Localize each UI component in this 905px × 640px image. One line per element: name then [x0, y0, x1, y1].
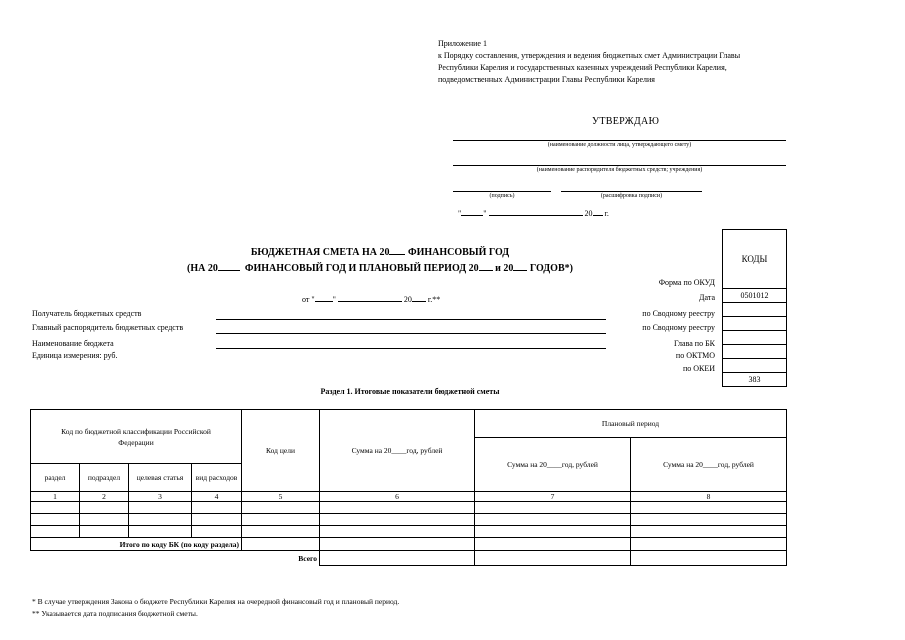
month-blank	[489, 206, 583, 216]
signature-line	[453, 191, 551, 192]
position-line	[453, 140, 786, 141]
col-num-6: 6	[320, 492, 475, 502]
section-title: Раздел 1. Итоговые показатели бюджетной сметы	[320, 387, 500, 396]
registry-code-1	[723, 317, 786, 331]
plan-period-header: Плановый период	[475, 410, 787, 438]
podrazdel-header: подраздел	[80, 464, 129, 492]
vid-header: вид расходов	[192, 464, 242, 492]
okei-label: по ОКЕИ	[682, 364, 715, 373]
codes-box	[722, 229, 787, 387]
sum-plan2-header: Сумма на 20____год, рублей	[631, 438, 787, 492]
total-bk-row	[31, 538, 787, 551]
okud-code: 0501012	[723, 289, 786, 303]
col-num-2: 2	[80, 492, 129, 502]
chief-label: Главный распорядитель бюджетных средств	[32, 323, 184, 332]
budget-line	[216, 348, 606, 349]
okei-code: 383	[723, 373, 786, 387]
budget-table	[30, 409, 787, 566]
bk-group-header: Код по бюджетной классификации Российской Федерации	[31, 410, 242, 464]
day-blank	[461, 206, 483, 216]
oktmo-code	[723, 359, 786, 373]
annex-line-2: Республики Карелия и государственных казенных учреждений Республики Карелия,	[438, 63, 727, 72]
table-row	[31, 514, 787, 526]
document-title: БЮДЖЕТНАЯ СМЕТА НА 20 ФИНАНСОВЫЙ ГОД	[250, 247, 510, 258]
col-num-8: 8	[631, 492, 787, 502]
decode-caption: (расшифровка подписи)	[600, 193, 663, 199]
col-num-5: 5	[242, 492, 320, 502]
approval-date: " " 20 г.	[458, 206, 609, 218]
celevaya-header: целевая статья	[129, 464, 192, 492]
annex-line-3: подведомственных Администрации Главы Республики Карелия	[438, 75, 655, 84]
total-all-row	[31, 551, 787, 566]
codes-header: КОДЫ	[723, 230, 786, 289]
recipient-line	[216, 319, 606, 320]
annex-number: Приложение 1	[438, 39, 487, 48]
oktmo-label: по ОКТМО	[675, 351, 715, 360]
sum-plan1-header: Сумма на 20____год, рублей	[475, 438, 631, 492]
table-row	[31, 502, 787, 514]
document-subtitle: (НА 20 ФИНАНСОВЫЙ ГОД И ПЛАНОВЫЙ ПЕРИОД 20 и 20 ГОДОВ*)	[187, 263, 573, 274]
signature-caption: (подпись)	[489, 193, 515, 199]
position-caption: (наименование должности лица, утверждающего смету)	[547, 142, 692, 148]
total-bk-label: Итого по коду БК (по коду раздела)	[31, 538, 242, 551]
col-num-1: 1	[31, 492, 80, 502]
sum-year-header: Сумма на 20____год, рублей	[320, 410, 475, 492]
target-code-header: Код цели	[242, 410, 320, 492]
col-num-7: 7	[475, 492, 631, 502]
registry-label-1: по Сводному реестру	[642, 309, 715, 318]
unit-label: Единица измерения: руб.	[32, 351, 118, 360]
annex-header	[438, 38, 838, 86]
bk-label: Глава по БК	[674, 339, 715, 348]
date-code	[723, 303, 786, 317]
okud-label: Форма по ОКУД	[658, 278, 715, 287]
razdel-header: раздел	[31, 464, 80, 492]
year-blank	[593, 206, 603, 216]
organization-caption: (наименование распорядителя бюджетных средств; учреждения)	[536, 167, 703, 173]
footnote-2: ** Указывается дата подписания бюджетной сметы.	[32, 609, 198, 618]
organization-line	[453, 165, 786, 166]
recipient-label: Получатель бюджетных средств	[32, 309, 142, 318]
date-label: Дата	[699, 293, 715, 302]
bk-code	[723, 345, 786, 359]
col-num-4: 4	[192, 492, 242, 502]
smeta-date: от " " 20 г.**	[302, 292, 440, 304]
registry-code-2	[723, 331, 786, 345]
approval-title: УТВЕРЖДАЮ	[592, 116, 660, 127]
chief-line	[216, 333, 606, 334]
table-row	[31, 526, 787, 538]
annex-line-1: к Порядку составления, утверждения и ведения бюджетных смет Администрации Главы	[438, 51, 741, 60]
footnote-1: * В случае утверждения Закона о бюджете Республики Карелия на очередной финансовый год и плановый период.	[32, 597, 400, 606]
budget-label: Наименование бюджета	[32, 339, 114, 348]
total-all-label: Всего	[31, 551, 320, 566]
registry-label-2: по Сводному реестру	[642, 323, 715, 332]
col-num-3: 3	[129, 492, 192, 502]
decode-line	[561, 191, 702, 192]
